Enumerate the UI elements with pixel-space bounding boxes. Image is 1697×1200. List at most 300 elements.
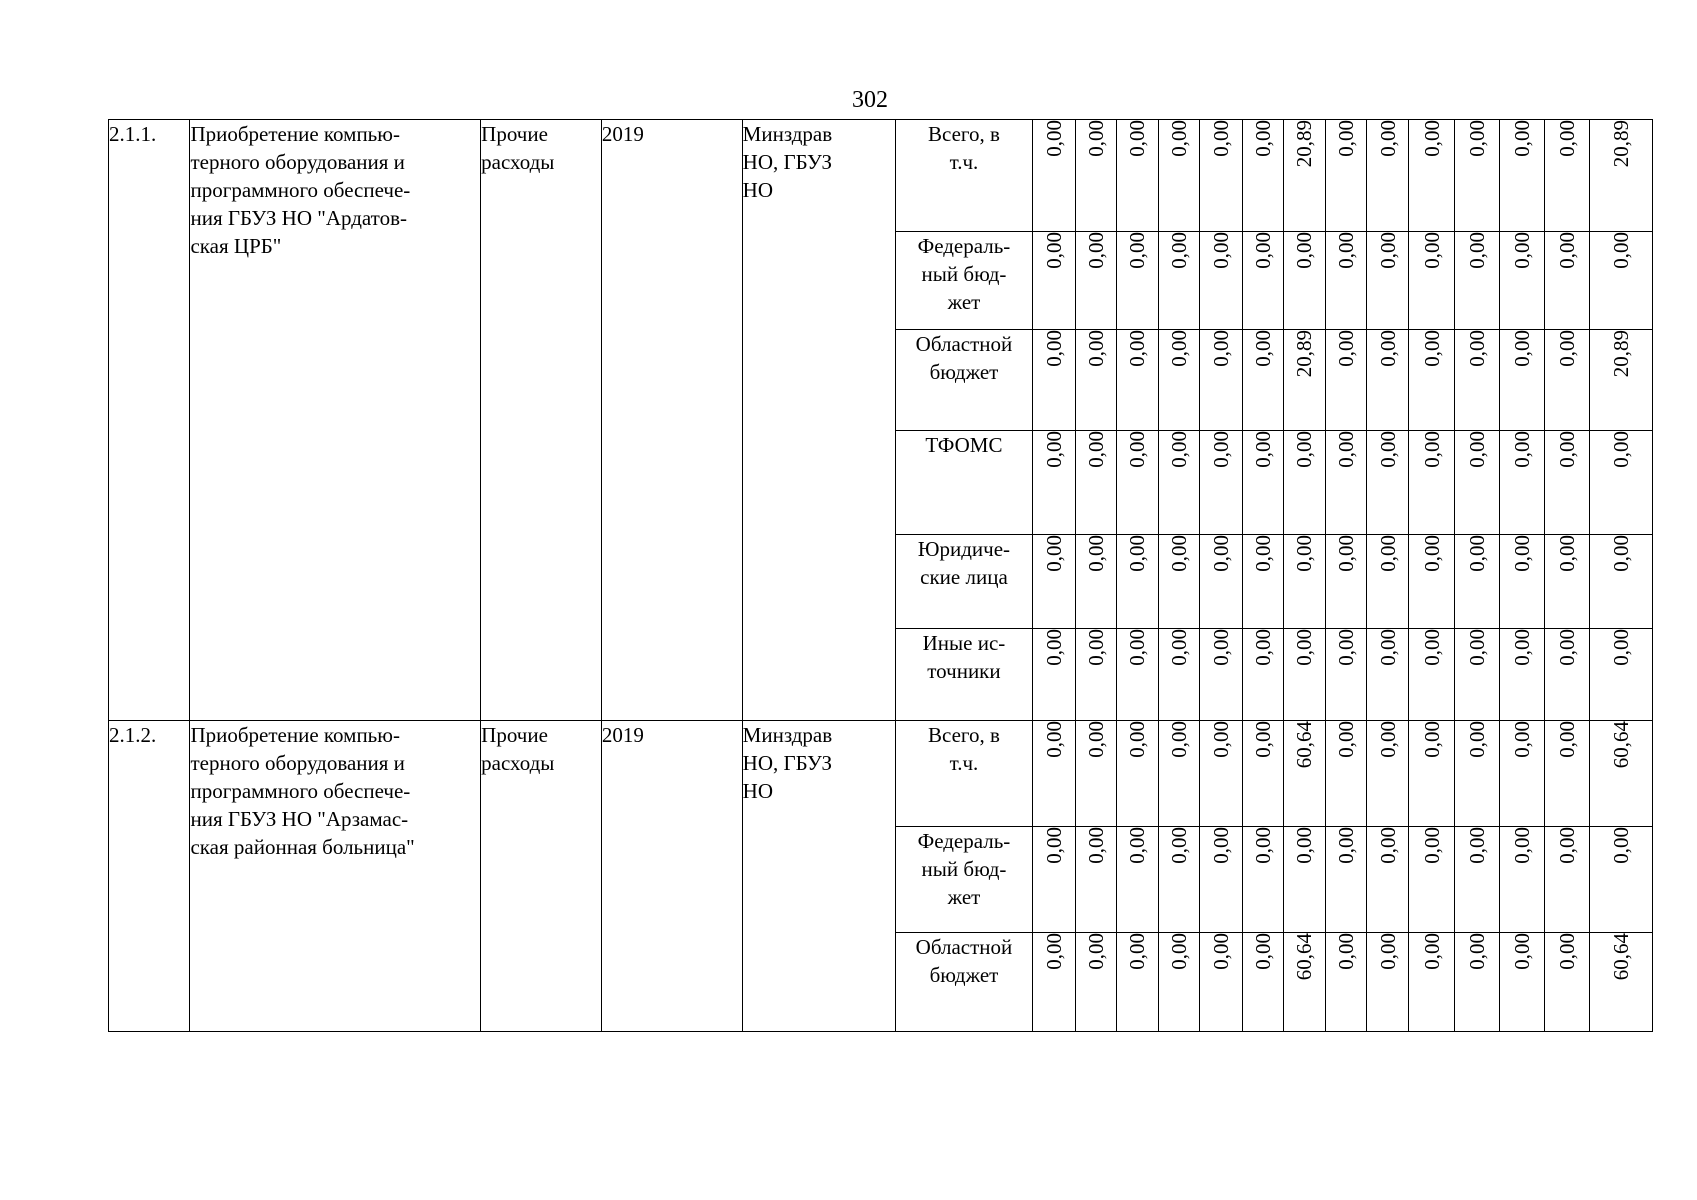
amount-cell [1454, 330, 1499, 431]
amount-cell [1159, 535, 1200, 629]
amount-cell [1454, 629, 1499, 721]
amount-cell [1283, 721, 1325, 827]
amount-value: 0,00 [1375, 827, 1400, 864]
expense-type-line: Прочие [481, 122, 548, 146]
funding-source-label [895, 721, 1033, 827]
amount-value: 0,00 [1041, 431, 1066, 468]
amount-cell [1200, 330, 1242, 431]
amount-value: 0,00 [1208, 933, 1233, 970]
amount-cell [1159, 827, 1200, 933]
funding-source-label-line: Всего, в [928, 723, 1000, 747]
amount-value: 0,00 [1125, 232, 1150, 269]
amount-cell [1326, 431, 1367, 535]
amount-value: 0,00 [1041, 933, 1066, 970]
amount-value: 0,00 [1375, 232, 1400, 269]
amount-value: 0,00 [1334, 721, 1359, 758]
amount-value: 0,00 [1375, 535, 1400, 572]
amount-value: 0,00 [1510, 933, 1535, 970]
amount-value: 0,00 [1464, 330, 1489, 367]
funding-source-label-line: т.ч. [949, 150, 979, 174]
amount-value: 0,00 [1167, 721, 1192, 758]
amount-value: 0,00 [1334, 629, 1359, 666]
amount-cell [1326, 535, 1367, 629]
funding-source-label [895, 232, 1033, 330]
amount-value: 0,00 [1125, 535, 1150, 572]
executor-line: НО, ГБУЗ [742, 751, 833, 775]
amount-cell [1409, 330, 1454, 431]
amount-value: 0,00 [1041, 120, 1066, 157]
amount-cell [1159, 721, 1200, 827]
amount-cell [1545, 232, 1590, 330]
budget-table-body [109, 120, 1653, 1032]
amount-value: 0,00 [1464, 232, 1489, 269]
amount-value: 0,00 [1292, 629, 1317, 666]
amount-cell [1159, 933, 1200, 1032]
amount-cell [1242, 827, 1283, 933]
amount-cell [1033, 933, 1075, 1032]
amount-value: 0,00 [1292, 827, 1317, 864]
amount-value: 0,00 [1167, 827, 1192, 864]
amount-cell [1116, 721, 1158, 827]
amount-value: 0,00 [1167, 330, 1192, 367]
amount-cell [1116, 933, 1158, 1032]
amount-cell [1283, 535, 1325, 629]
funding-source-label-line: Федераль- [917, 234, 1011, 258]
amount-cell [1590, 933, 1653, 1032]
funding-source-label-line: жет [947, 885, 981, 909]
amount-cell [1545, 721, 1590, 827]
amount-cell [1454, 535, 1499, 629]
amount-cell [1499, 120, 1544, 232]
amount-value: 0,00 [1208, 535, 1233, 572]
funding-source-label-line: бюджет [929, 360, 999, 384]
amount-cell [1326, 827, 1367, 933]
amount-cell [1590, 721, 1653, 827]
amount-value: 0,00 [1041, 330, 1066, 367]
item-name-line: ния ГБУЗ НО "Ардатов- [190, 206, 407, 230]
amount-value: 0,00 [1208, 232, 1233, 269]
amount-cell [1033, 431, 1075, 535]
funding-source-label-line: ный бюд- [921, 857, 1007, 881]
item-name-line: Приобретение компью- [190, 122, 400, 146]
amount-cell [1545, 330, 1590, 431]
funding-source-label-line: Юридиче- [917, 537, 1011, 561]
amount-value: 0,00 [1167, 933, 1192, 970]
amount-cell [1075, 629, 1116, 721]
amount-cell [1283, 232, 1325, 330]
amount-cell [1283, 827, 1325, 933]
amount-value: 0,00 [1419, 933, 1444, 970]
item-year: 2019 [601, 120, 742, 721]
amount-cell [1200, 232, 1242, 330]
amount-value: 0,00 [1334, 535, 1359, 572]
amount-value: 0,00 [1510, 629, 1535, 666]
amount-cell [1075, 827, 1116, 933]
amount-value: 0,00 [1125, 721, 1150, 758]
amount-cell [1116, 330, 1158, 431]
amount-value: 0,00 [1555, 535, 1580, 572]
amount-cell [1200, 721, 1242, 827]
amount-cell [1200, 629, 1242, 721]
amount-cell [1326, 933, 1367, 1032]
amount-value: 0,00 [1375, 431, 1400, 468]
amount-cell [1367, 330, 1409, 431]
amount-cell [1454, 431, 1499, 535]
amount-value: 0,00 [1250, 721, 1275, 758]
amount-value: 0,00 [1250, 629, 1275, 666]
amount-value: 60,64 [1609, 721, 1634, 769]
amount-cell [1499, 232, 1544, 330]
amount-cell [1409, 827, 1454, 933]
amount-cell [1545, 933, 1590, 1032]
amount-value: 0,00 [1125, 933, 1150, 970]
amount-cell [1075, 232, 1116, 330]
amount-value: 0,00 [1464, 120, 1489, 157]
amount-cell [1367, 232, 1409, 330]
expense-type-line: Прочие [481, 723, 548, 747]
amount-value: 0,00 [1083, 330, 1108, 367]
amount-value: 0,00 [1510, 431, 1535, 468]
amount-cell [1454, 721, 1499, 827]
amount-cell [1159, 330, 1200, 431]
amount-value: 0,00 [1609, 535, 1634, 572]
amount-cell [1075, 330, 1116, 431]
amount-cell [1326, 232, 1367, 330]
amount-cell [1590, 535, 1653, 629]
amount-value: 0,00 [1609, 827, 1634, 864]
funding-source-label [895, 827, 1033, 933]
amount-cell [1454, 120, 1499, 232]
executor [742, 721, 895, 1032]
executor-line: Минздрав [742, 723, 833, 747]
amount-value: 20,89 [1609, 330, 1634, 378]
amount-value: 0,00 [1464, 933, 1489, 970]
amount-value: 0,00 [1555, 933, 1580, 970]
amount-value: 0,00 [1125, 827, 1150, 864]
amount-cell [1033, 827, 1075, 933]
amount-value: 0,00 [1208, 629, 1233, 666]
amount-cell [1545, 120, 1590, 232]
amount-value: 0,00 [1208, 120, 1233, 157]
item-name-line: ская ЦРБ" [190, 234, 282, 258]
amount-value: 0,00 [1292, 232, 1317, 269]
amount-cell [1590, 232, 1653, 330]
amount-cell [1367, 827, 1409, 933]
amount-cell [1075, 933, 1116, 1032]
amount-cell [1116, 120, 1158, 232]
table-row [109, 120, 1653, 232]
amount-value: 0,00 [1041, 535, 1066, 572]
amount-cell [1545, 431, 1590, 535]
amount-value: 0,00 [1334, 933, 1359, 970]
amount-cell [1326, 721, 1367, 827]
funding-source-label-line: Областной [915, 935, 1013, 959]
funding-source-label-line: ный бюд- [921, 262, 1007, 286]
amount-value: 0,00 [1250, 535, 1275, 572]
amount-value: 0,00 [1125, 629, 1150, 666]
amount-cell [1116, 232, 1158, 330]
funding-source-label [895, 629, 1033, 721]
amount-value: 20,89 [1609, 120, 1634, 168]
amount-value: 0,00 [1083, 933, 1108, 970]
amount-value: 0,00 [1419, 330, 1444, 367]
amount-value: 0,00 [1555, 330, 1580, 367]
amount-value: 0,00 [1125, 120, 1150, 157]
funding-source-label-line: т.ч. [949, 751, 979, 775]
amount-cell [1367, 535, 1409, 629]
amount-value: 0,00 [1167, 535, 1192, 572]
amount-cell [1033, 721, 1075, 827]
amount-value: 0,00 [1419, 120, 1444, 157]
amount-value: 0,00 [1510, 535, 1535, 572]
amount-cell [1326, 120, 1367, 232]
amount-cell [1499, 721, 1544, 827]
amount-value: 0,00 [1167, 629, 1192, 666]
executor-line: НО [742, 178, 774, 202]
page-number: 302 [852, 87, 888, 113]
amount-cell [1116, 629, 1158, 721]
amount-value: 0,00 [1334, 827, 1359, 864]
amount-cell [1200, 535, 1242, 629]
item-code: 2.1.1. [109, 120, 190, 721]
funding-source-label-line: жет [947, 290, 981, 314]
amount-cell [1159, 629, 1200, 721]
amount-cell [1499, 827, 1544, 933]
amount-value: 60,64 [1609, 933, 1634, 981]
item-name [190, 120, 481, 721]
amount-cell [1075, 721, 1116, 827]
amount-cell [1454, 933, 1499, 1032]
amount-value: 0,00 [1464, 431, 1489, 468]
amount-cell [1367, 721, 1409, 827]
amount-value: 0,00 [1419, 827, 1444, 864]
amount-value: 0,00 [1464, 629, 1489, 666]
amount-value: 0,00 [1464, 535, 1489, 572]
amount-cell [1326, 629, 1367, 721]
amount-value: 0,00 [1555, 827, 1580, 864]
amount-cell [1242, 431, 1283, 535]
amount-cell [1116, 535, 1158, 629]
amount-value: 0,00 [1375, 120, 1400, 157]
amount-value: 0,00 [1609, 629, 1634, 666]
amount-cell [1075, 431, 1116, 535]
amount-value: 0,00 [1510, 721, 1535, 758]
amount-value: 0,00 [1510, 120, 1535, 157]
budget-table [108, 119, 1653, 1032]
amount-value: 0,00 [1510, 232, 1535, 269]
amount-cell [1545, 827, 1590, 933]
table-row [109, 721, 1653, 827]
amount-value: 20,89 [1292, 120, 1317, 168]
amount-cell [1499, 535, 1544, 629]
amount-value: 0,00 [1419, 629, 1444, 666]
amount-value: 0,00 [1083, 232, 1108, 269]
amount-value: 0,00 [1419, 535, 1444, 572]
amount-cell [1116, 431, 1158, 535]
amount-value: 0,00 [1555, 232, 1580, 269]
item-name [190, 721, 481, 1032]
amount-cell [1409, 629, 1454, 721]
amount-value: 0,00 [1041, 721, 1066, 758]
amount-cell [1367, 431, 1409, 535]
amount-value: 60,64 [1292, 721, 1317, 769]
amount-cell [1454, 232, 1499, 330]
amount-value: 0,00 [1609, 232, 1634, 269]
amount-cell [1409, 232, 1454, 330]
amount-cell [1033, 232, 1075, 330]
amount-value: 0,00 [1167, 431, 1192, 468]
amount-cell [1075, 535, 1116, 629]
amount-value: 0,00 [1083, 827, 1108, 864]
amount-value: 0,00 [1464, 827, 1489, 864]
amount-cell [1326, 330, 1367, 431]
amount-cell [1545, 535, 1590, 629]
executor-line: НО [742, 779, 774, 803]
expense-type [481, 721, 602, 1032]
amount-cell [1283, 120, 1325, 232]
amount-value: 0,00 [1334, 232, 1359, 269]
amount-cell [1242, 232, 1283, 330]
amount-value: 0,00 [1555, 431, 1580, 468]
amount-cell [1200, 933, 1242, 1032]
amount-value: 0,00 [1375, 933, 1400, 970]
amount-cell [1590, 629, 1653, 721]
amount-value: 0,00 [1419, 721, 1444, 758]
amount-value: 0,00 [1208, 330, 1233, 367]
amount-value: 0,00 [1375, 629, 1400, 666]
amount-value: 0,00 [1250, 330, 1275, 367]
amount-cell [1409, 431, 1454, 535]
amount-cell [1033, 120, 1075, 232]
amount-cell [1590, 120, 1653, 232]
item-year: 2019 [601, 721, 742, 1032]
amount-cell [1159, 232, 1200, 330]
amount-value: 0,00 [1041, 827, 1066, 864]
amount-cell [1283, 933, 1325, 1032]
amount-value: 0,00 [1083, 431, 1108, 468]
amount-cell [1367, 933, 1409, 1032]
amount-value: 0,00 [1083, 535, 1108, 572]
amount-value: 0,00 [1464, 721, 1489, 758]
amount-value: 0,00 [1555, 721, 1580, 758]
item-name-line: терного оборудования и [190, 751, 405, 775]
amount-value: 0,00 [1041, 232, 1066, 269]
amount-cell [1367, 120, 1409, 232]
item-name-line: ния ГБУЗ НО "Арзамас- [190, 807, 409, 831]
amount-value: 0,00 [1083, 629, 1108, 666]
amount-cell [1033, 535, 1075, 629]
expense-type [481, 120, 602, 721]
amount-value: 0,00 [1083, 721, 1108, 758]
amount-value: 0,00 [1208, 827, 1233, 864]
amount-cell [1499, 933, 1544, 1032]
funding-source-label-line: ские лица [920, 565, 1008, 589]
executor-line: Минздрав [742, 122, 833, 146]
amount-value: 0,00 [1250, 120, 1275, 157]
amount-value: 0,00 [1375, 721, 1400, 758]
funding-source-label-line: Областной [915, 332, 1013, 356]
amount-value: 0,00 [1250, 933, 1275, 970]
amount-value: 0,00 [1167, 120, 1192, 157]
amount-cell [1200, 431, 1242, 535]
amount-value: 0,00 [1419, 431, 1444, 468]
amount-cell [1499, 431, 1544, 535]
funding-source-label-line: точники [927, 659, 1001, 683]
funding-source-label [895, 431, 1033, 535]
amount-value: 20,89 [1292, 330, 1317, 378]
amount-cell [1200, 120, 1242, 232]
funding-source-label-line: Федераль- [917, 829, 1011, 853]
amount-value: 0,00 [1555, 629, 1580, 666]
amount-cell [1590, 827, 1653, 933]
amount-value: 0,00 [1041, 629, 1066, 666]
item-name-line: терного оборудования и [190, 150, 405, 174]
funding-source-label [895, 330, 1033, 431]
amount-cell [1242, 120, 1283, 232]
amount-value: 0,00 [1375, 330, 1400, 367]
amount-value: 0,00 [1292, 431, 1317, 468]
amount-cell [1159, 431, 1200, 535]
amount-cell [1242, 933, 1283, 1032]
amount-cell [1499, 330, 1544, 431]
amount-cell [1409, 933, 1454, 1032]
amount-cell [1545, 629, 1590, 721]
amount-value: 0,00 [1250, 827, 1275, 864]
amount-value: 0,00 [1334, 330, 1359, 367]
amount-cell [1454, 827, 1499, 933]
executor-line: НО, ГБУЗ [742, 150, 833, 174]
amount-value: 0,00 [1250, 431, 1275, 468]
funding-source-label [895, 535, 1033, 629]
funding-source-label-line: Иные ис- [922, 631, 1006, 655]
amount-value: 0,00 [1334, 120, 1359, 157]
amount-cell [1409, 721, 1454, 827]
funding-source-label [895, 933, 1033, 1032]
amount-value: 0,00 [1510, 330, 1535, 367]
amount-cell [1242, 721, 1283, 827]
amount-cell [1499, 629, 1544, 721]
funding-source-label-line: ТФОМС [925, 433, 1003, 457]
amount-cell [1033, 629, 1075, 721]
amount-cell [1590, 330, 1653, 431]
funding-source-label [895, 120, 1033, 232]
amount-value: 0,00 [1510, 827, 1535, 864]
amount-cell [1075, 120, 1116, 232]
amount-cell [1242, 535, 1283, 629]
amount-value: 0,00 [1419, 232, 1444, 269]
amount-cell [1590, 431, 1653, 535]
amount-value: 0,00 [1208, 431, 1233, 468]
item-name-line: ская районная больница" [190, 835, 415, 859]
amount-value: 0,00 [1609, 431, 1634, 468]
amount-value: 0,00 [1250, 232, 1275, 269]
amount-value: 0,00 [1334, 431, 1359, 468]
amount-cell [1367, 629, 1409, 721]
expense-type-line: расходы [481, 751, 555, 775]
amount-cell [1033, 330, 1075, 431]
amount-value: 0,00 [1208, 721, 1233, 758]
amount-value: 0,00 [1125, 330, 1150, 367]
funding-source-label-line: бюджет [929, 963, 999, 987]
amount-cell [1409, 120, 1454, 232]
amount-cell [1409, 535, 1454, 629]
amount-cell [1283, 431, 1325, 535]
amount-value: 0,00 [1292, 535, 1317, 572]
amount-value: 0,00 [1125, 431, 1150, 468]
item-name-line: программного обеспече- [190, 178, 411, 202]
amount-cell [1116, 827, 1158, 933]
amount-value: 0,00 [1083, 120, 1108, 157]
